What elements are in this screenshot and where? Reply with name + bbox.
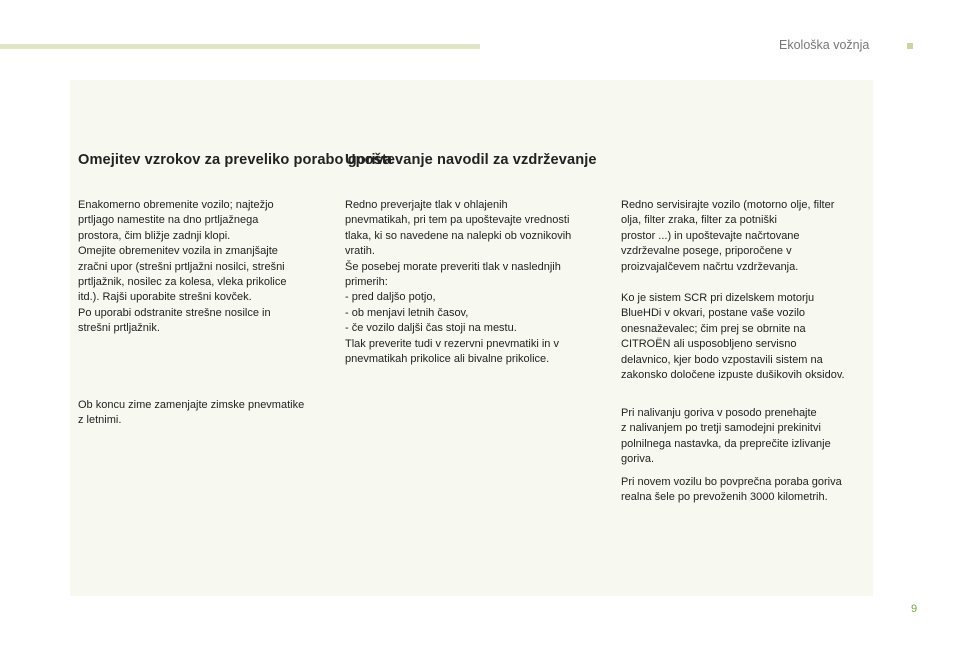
right-paragraph-1: Redno servisirajte vozilo (motorno olje, filter olja, filter zraka, filter za potniški prostor ...) in upoštevajte načrtovane vzdrževalne posege, priporočene v proizvajalčevem načrtu vzdrževanja. <box>621 199 835 273</box>
section-title: Ekološka vožnja <box>779 38 870 52</box>
left-heading: Omejitev vzrokov za preveliko porabo goriva <box>78 152 393 168</box>
middle-paragraph-1: Redno preverjajte tlak v ohlajenih pnevmatikah, pri tem pa upoštevajte vrednosti tlaka, ki so navedene na nalepki ob voznikovih vratih. Še posebej morate preveriti tlak v naslednjih primerih: - pred daljšo potjo, - ob menjavi letnih časov, - če vozilo daljši čas stoji na mestu. Tlak preverite tudi v rezervni pnevmatiki in v pnevmatikah prikolice ali bivalne prikolice. <box>345 199 572 366</box>
middle-heading: Upoštevanje navodil za vzdrževanje <box>345 152 597 168</box>
right-paragraph-4: Pri novem vozilu bo povprečna poraba goriva realna šele po prevoženih 3000 kilometrih. <box>621 476 842 504</box>
section-marker <box>907 43 913 49</box>
right-paragraph-3: Pri nalivanju goriva v posodo prenehajte z nalivanjem po tretji samodejni prekinitvi polnilnega nastavka, da preprečite izlivanje goriva. <box>621 407 831 466</box>
right-paragraph-2: Ko je sistem SCR pri dizelskem motorju BlueHDi v okvari, postane vaše vozilo onesnaževalec; čim prej se obrnite na CITROËN ali usposobljeno servisno delavnico, kjer bodo vzpostavili sistem na zakonsko določene izpuste dušikovih oksidov. <box>621 292 845 382</box>
left-paragraph-1: Enakomerno obremenite vozilo; najtežjo prtljago namestite na dno prtljažnega prostora, čim bližje zadnji klopi. Omejite obremenitev vozila in zmanjšajte zračni upor (strešni prtljažni nosilci, strešni prtljažnik, nosilec za kolesa, vleka prikolice itd.). Rajši uporabite strešni kovček. Po uporabi odstranite strešne nosilce in strešni prtljažnik. <box>78 199 287 335</box>
left-paragraph-2: Ob koncu zime zamenjajte zimske pnevmatike z letnimi. <box>78 399 305 427</box>
page-number: 9 <box>911 603 918 615</box>
header-accent-bar <box>0 44 480 49</box>
